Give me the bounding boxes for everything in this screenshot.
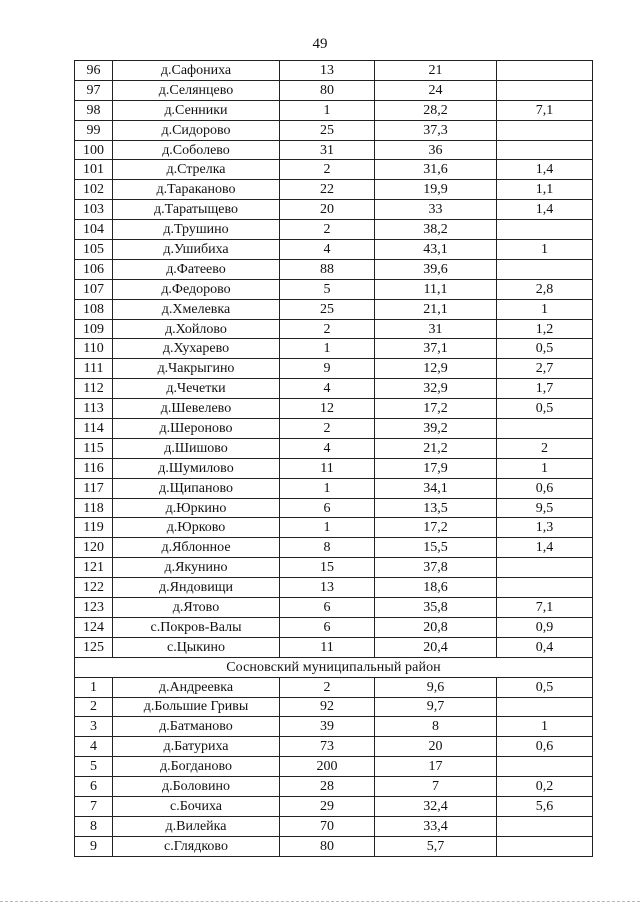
row-number-cell: 97: [75, 80, 113, 100]
settlement-name-cell: д.Трушино: [113, 220, 280, 240]
value-b-cell: 37,3: [375, 120, 497, 140]
value-a-cell: 31: [280, 140, 375, 160]
value-c-cell: [497, 140, 593, 160]
row-number-cell: 112: [75, 379, 113, 399]
value-c-cell: [497, 816, 593, 836]
value-a-cell: 6: [280, 498, 375, 518]
table-row: [75, 796, 593, 816]
row-number-cell: 116: [75, 458, 113, 478]
value-c-cell: 1: [497, 458, 593, 478]
settlement-name-cell: д.Федорово: [113, 279, 280, 299]
value-b-cell: 9,7: [375, 697, 497, 717]
value-a-cell: 2: [280, 419, 375, 439]
row-number-cell: 1: [75, 677, 113, 697]
settlement-name-cell: д.Богданово: [113, 757, 280, 777]
page-number: 49: [312, 36, 328, 52]
value-c-cell: 5,6: [497, 796, 593, 816]
row-number-cell: 123: [75, 598, 113, 618]
row-number-cell: 124: [75, 617, 113, 637]
row-number-cell: 7: [75, 796, 113, 816]
row-number-cell: 96: [75, 61, 113, 81]
value-c-cell: 2,8: [497, 279, 593, 299]
settlement-name-cell: д.Чакрыгино: [113, 359, 280, 379]
row-number-cell: 121: [75, 558, 113, 578]
value-a-cell: 8: [280, 538, 375, 558]
row-number-cell: 5: [75, 757, 113, 777]
value-a-cell: 9: [280, 359, 375, 379]
value-a-cell: 1: [280, 518, 375, 538]
value-c-cell: 0,5: [497, 339, 593, 359]
value-b-cell: 13,5: [375, 498, 497, 518]
row-number-cell: 108: [75, 299, 113, 319]
value-a-cell: 88: [280, 259, 375, 279]
table-row: [75, 637, 593, 657]
table-row: [75, 61, 593, 81]
table-row: [75, 677, 593, 697]
row-number-cell: 118: [75, 498, 113, 518]
value-c-cell: 1,7: [497, 379, 593, 399]
settlement-name-cell: с.Цыкино: [113, 637, 280, 657]
table-row: [75, 419, 593, 439]
settlement-name-cell: д.Ятово: [113, 598, 280, 618]
value-b-cell: 37,8: [375, 558, 497, 578]
value-a-cell: 6: [280, 617, 375, 637]
settlement-name-cell: с.Глядково: [113, 836, 280, 856]
value-b-cell: 28,2: [375, 100, 497, 120]
row-number-cell: 122: [75, 578, 113, 598]
table-row: [75, 160, 593, 180]
value-a-cell: 70: [280, 816, 375, 836]
value-c-cell: 1: [497, 299, 593, 319]
settlement-name-cell: д.Хмелевка: [113, 299, 280, 319]
row-number-cell: 111: [75, 359, 113, 379]
table-row: [75, 140, 593, 160]
table-row: [75, 697, 593, 717]
table-row: [75, 816, 593, 836]
row-number-cell: 3: [75, 717, 113, 737]
value-b-cell: 43,1: [375, 240, 497, 260]
value-c-cell: 1: [497, 717, 593, 737]
value-a-cell: 92: [280, 697, 375, 717]
row-number-cell: 120: [75, 538, 113, 558]
value-b-cell: 20,4: [375, 637, 497, 657]
table-row: [75, 279, 593, 299]
row-number-cell: 104: [75, 220, 113, 240]
value-b-cell: 12,9: [375, 359, 497, 379]
settlement-name-cell: д.Шевелево: [113, 399, 280, 419]
row-number-cell: 100: [75, 140, 113, 160]
settlement-name-cell: д.Шишово: [113, 438, 280, 458]
settlement-name-cell: с.Бочиха: [113, 796, 280, 816]
value-b-cell: 7: [375, 777, 497, 797]
settlement-name-cell: д.Таратыщево: [113, 200, 280, 220]
value-c-cell: 0,6: [497, 478, 593, 498]
value-b-cell: 34,1: [375, 478, 497, 498]
value-b-cell: 15,5: [375, 538, 497, 558]
value-a-cell: 4: [280, 240, 375, 260]
value-a-cell: 25: [280, 299, 375, 319]
value-c-cell: [497, 419, 593, 439]
row-number-cell: 2: [75, 697, 113, 717]
value-c-cell: 0,5: [497, 677, 593, 697]
settlement-name-cell: д.Сафониха: [113, 61, 280, 81]
row-number-cell: 114: [75, 419, 113, 439]
settlement-name-cell: д.Боловино: [113, 777, 280, 797]
value-c-cell: 1: [497, 240, 593, 260]
settlement-name-cell: д.Стрелка: [113, 160, 280, 180]
value-b-cell: 31,6: [375, 160, 497, 180]
value-c-cell: [497, 836, 593, 856]
row-number-cell: 102: [75, 180, 113, 200]
settlement-name-cell: д.Ушибиха: [113, 240, 280, 260]
value-a-cell: 4: [280, 438, 375, 458]
value-c-cell: [497, 578, 593, 598]
value-c-cell: [497, 220, 593, 240]
value-b-cell: 18,6: [375, 578, 497, 598]
value-b-cell: 8: [375, 717, 497, 737]
value-b-cell: 20: [375, 737, 497, 757]
value-b-cell: 17,9: [375, 458, 497, 478]
table-row: [75, 458, 593, 478]
value-b-cell: 33: [375, 200, 497, 220]
table-row: [75, 200, 593, 220]
value-c-cell: 0,6: [497, 737, 593, 757]
value-c-cell: 2,7: [497, 359, 593, 379]
row-number-cell: 103: [75, 200, 113, 220]
value-c-cell: 1,1: [497, 180, 593, 200]
settlement-name-cell: д.Вилейка: [113, 816, 280, 836]
value-b-cell: 21: [375, 61, 497, 81]
value-a-cell: 15: [280, 558, 375, 578]
row-number-cell: 107: [75, 279, 113, 299]
value-b-cell: 21,1: [375, 299, 497, 319]
value-a-cell: 39: [280, 717, 375, 737]
settlement-name-cell: д.Юркино: [113, 498, 280, 518]
value-c-cell: 0,5: [497, 399, 593, 419]
value-a-cell: 22: [280, 180, 375, 200]
table-row: [75, 299, 593, 319]
table-row: [75, 399, 593, 419]
value-b-cell: 39,2: [375, 419, 497, 439]
value-c-cell: 1,3: [497, 518, 593, 538]
table-row: [75, 240, 593, 260]
value-c-cell: 1,4: [497, 538, 593, 558]
settlement-name-cell: д.Хойлово: [113, 319, 280, 339]
table-row: [75, 737, 593, 757]
settlement-name-cell: д.Шумилово: [113, 458, 280, 478]
value-b-cell: 32,4: [375, 796, 497, 816]
value-a-cell: 2: [280, 220, 375, 240]
value-c-cell: 0,2: [497, 777, 593, 797]
value-c-cell: 0,4: [497, 637, 593, 657]
settlement-name-cell: д.Батуриха: [113, 737, 280, 757]
row-number-cell: 125: [75, 637, 113, 657]
value-b-cell: 31: [375, 319, 497, 339]
value-b-cell: 17,2: [375, 399, 497, 419]
value-c-cell: 2: [497, 438, 593, 458]
settlement-name-cell: д.Селянцево: [113, 80, 280, 100]
row-number-cell: 98: [75, 100, 113, 120]
table-row: [75, 777, 593, 797]
value-b-cell: 33,4: [375, 816, 497, 836]
table-row: [75, 220, 593, 240]
value-a-cell: 12: [280, 399, 375, 419]
value-c-cell: 7,1: [497, 598, 593, 618]
table-row: [75, 339, 593, 359]
section-header-row: [75, 657, 593, 677]
value-a-cell: 28: [280, 777, 375, 797]
value-c-cell: [497, 61, 593, 81]
section-title: Сосновский муниципальный район: [75, 657, 593, 677]
row-number-cell: 101: [75, 160, 113, 180]
table-row: [75, 80, 593, 100]
value-a-cell: 80: [280, 80, 375, 100]
table-row: [75, 100, 593, 120]
value-c-cell: 7,1: [497, 100, 593, 120]
settlement-name-cell: д.Фатеево: [113, 259, 280, 279]
value-a-cell: 1: [280, 339, 375, 359]
row-number-cell: 119: [75, 518, 113, 538]
value-c-cell: [497, 259, 593, 279]
row-number-cell: 105: [75, 240, 113, 260]
value-c-cell: [497, 558, 593, 578]
table-row: [75, 617, 593, 637]
row-number-cell: 109: [75, 319, 113, 339]
table-row: [75, 717, 593, 737]
table-row: [75, 379, 593, 399]
value-c-cell: [497, 80, 593, 100]
settlement-name-cell: д.Сенники: [113, 100, 280, 120]
settlement-name-cell: д.Хухарево: [113, 339, 280, 359]
settlement-name-cell: д.Большие Гривы: [113, 697, 280, 717]
value-b-cell: 32,9: [375, 379, 497, 399]
value-c-cell: 1,4: [497, 200, 593, 220]
value-b-cell: 21,2: [375, 438, 497, 458]
value-a-cell: 29: [280, 796, 375, 816]
table-row: [75, 538, 593, 558]
settlements-table-body: [75, 61, 593, 857]
table-row: [75, 558, 593, 578]
value-b-cell: 19,9: [375, 180, 497, 200]
table-row: [75, 578, 593, 598]
table-row: [75, 836, 593, 856]
row-number-cell: 8: [75, 816, 113, 836]
value-b-cell: 37,1: [375, 339, 497, 359]
settlement-name-cell: д.Чечетки: [113, 379, 280, 399]
settlement-name-cell: д.Соболево: [113, 140, 280, 160]
value-b-cell: 36: [375, 140, 497, 160]
settlement-name-cell: д.Щипаново: [113, 478, 280, 498]
value-b-cell: 5,7: [375, 836, 497, 856]
value-c-cell: [497, 120, 593, 140]
value-c-cell: 0,9: [497, 617, 593, 637]
table-row: [75, 180, 593, 200]
table-row: [75, 598, 593, 618]
table-row: [75, 259, 593, 279]
row-number-cell: 117: [75, 478, 113, 498]
settlement-name-cell: с.Покров-Валы: [113, 617, 280, 637]
value-b-cell: 39,6: [375, 259, 497, 279]
row-number-cell: 9: [75, 836, 113, 856]
table-row: [75, 498, 593, 518]
row-number-cell: 106: [75, 259, 113, 279]
value-a-cell: 4: [280, 379, 375, 399]
settlement-name-cell: д.Юрково: [113, 518, 280, 538]
value-c-cell: [497, 697, 593, 717]
row-number-cell: 115: [75, 438, 113, 458]
value-a-cell: 20: [280, 200, 375, 220]
settlement-name-cell: д.Сидорово: [113, 120, 280, 140]
row-number-cell: 99: [75, 120, 113, 140]
settlement-name-cell: д.Батманово: [113, 717, 280, 737]
row-number-cell: 110: [75, 339, 113, 359]
table-row: [75, 120, 593, 140]
value-b-cell: 17,2: [375, 518, 497, 538]
table-row: [75, 757, 593, 777]
value-c-cell: 1,2: [497, 319, 593, 339]
table-row: [75, 478, 593, 498]
settlement-name-cell: д.Яблонное: [113, 538, 280, 558]
table-row: [75, 518, 593, 538]
value-a-cell: 2: [280, 319, 375, 339]
value-a-cell: 2: [280, 677, 375, 697]
value-b-cell: 17: [375, 757, 497, 777]
value-a-cell: 1: [280, 100, 375, 120]
settlement-name-cell: д.Яндовищи: [113, 578, 280, 598]
value-c-cell: 1,4: [497, 160, 593, 180]
value-b-cell: 24: [375, 80, 497, 100]
value-b-cell: 9,6: [375, 677, 497, 697]
value-b-cell: 20,8: [375, 617, 497, 637]
value-a-cell: 2: [280, 160, 375, 180]
value-a-cell: 13: [280, 578, 375, 598]
value-a-cell: 80: [280, 836, 375, 856]
value-c-cell: 9,5: [497, 498, 593, 518]
row-number-cell: 6: [75, 777, 113, 797]
settlement-name-cell: д.Андреевка: [113, 677, 280, 697]
settlement-name-cell: д.Шероново: [113, 419, 280, 439]
value-b-cell: 38,2: [375, 220, 497, 240]
row-number-cell: 113: [75, 399, 113, 419]
value-a-cell: 1: [280, 478, 375, 498]
value-a-cell: 5: [280, 279, 375, 299]
value-a-cell: 25: [280, 120, 375, 140]
scan-edge-line: [0, 901, 640, 902]
value-a-cell: 13: [280, 61, 375, 81]
row-number-cell: 4: [75, 737, 113, 757]
settlements-table: [74, 60, 593, 857]
value-c-cell: [497, 757, 593, 777]
value-a-cell: 73: [280, 737, 375, 757]
table-row: [75, 359, 593, 379]
value-a-cell: 200: [280, 757, 375, 777]
value-a-cell: 11: [280, 637, 375, 657]
value-b-cell: 35,8: [375, 598, 497, 618]
value-b-cell: 11,1: [375, 279, 497, 299]
settlement-name-cell: д.Якунино: [113, 558, 280, 578]
settlement-name-cell: д.Тараканово: [113, 180, 280, 200]
table-row: [75, 438, 593, 458]
value-a-cell: 11: [280, 458, 375, 478]
table-row: [75, 319, 593, 339]
value-a-cell: 6: [280, 598, 375, 618]
